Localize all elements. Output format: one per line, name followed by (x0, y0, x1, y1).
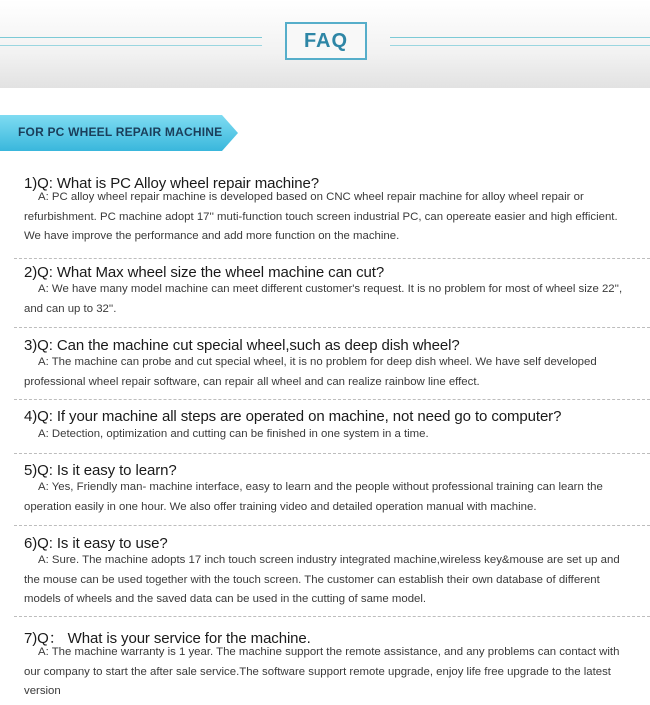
faq-question: 1)Q: What is PC Alloy wheel repair machine? (24, 175, 319, 192)
header-band (0, 0, 650, 88)
faq-answer: A: The machine can probe and cut special wheel, it is no problem for deep dish wheel. We have self developed professional wheel repair software, can repair all wheel and can realize rainbow line effect. (24, 356, 597, 388)
faq-answer: A: Sure. The machine adopts 17 inch touch screen industry integrated machine,wireless key&mouse are set up and the mouse can be used together with the touch screen. The customer can establish their own database of different models of wheels and the saved data can be used in the cutting of same model. (24, 554, 620, 605)
faq-answer: A: We have many model machine can meet different customer's request. It is no problem for most of wheel size 22'', and can up to 32''. (24, 283, 623, 315)
faq-divider (14, 327, 650, 328)
section-label: FOR PC WHEEL REPAIR MACHINE (18, 125, 223, 139)
faq-question: 6)Q: Is it easy to use? (24, 535, 168, 552)
header-rule-left-bottom (0, 45, 262, 46)
faq-question: 4)Q: If your machine all steps are operated on machine, not need go to computer? (24, 408, 562, 425)
faq-question: 7)Q： What is your service for the machine. (24, 630, 311, 647)
faq-question: 5)Q: Is it easy to learn? (24, 462, 177, 479)
faq-question: 3)Q: Can the machine cut special wheel,such as deep dish wheel? (24, 337, 460, 354)
header-rule-left-top (0, 37, 262, 38)
faq-divider (14, 525, 650, 526)
faq-answer: A: Yes, Friendly man- machine interface, easy to learn and the people without professional training can learn the operation easily in one hour. We also offer training video and detailed operation manual with machine. (24, 481, 603, 513)
faq-question: 2)Q: What Max wheel size the wheel machine can cut? (24, 264, 385, 281)
faq-answer: A: PC alloy wheel repair machine is developed based on CNC wheel repair machine for alloy wheel repair or refurbishment. PC machine adopt 17'' muti-function touch screen industrial PC, can opereate easier and high efficient. We have improve the performance and add more function on the machine. (24, 191, 618, 242)
faq-divider (14, 616, 650, 617)
faq-title-box (285, 22, 367, 60)
header-rule-right-top (390, 37, 650, 38)
page-title: FAQ (303, 29, 349, 52)
faq-answer: A: The machine warranty is 1 year. The machine support the remote assistance, and any problems can contact with our company to start the after sale service.The software support remote upgrade, enjoy life free upgrade to the latest version (24, 646, 620, 697)
faq-divider (14, 399, 650, 400)
faq-answer: A: Detection, optimization and cutting can be finished in one system in a time. (38, 428, 429, 440)
faq-divider (14, 258, 650, 259)
faq-divider (14, 453, 650, 454)
header-rule-right-bottom (390, 45, 650, 46)
